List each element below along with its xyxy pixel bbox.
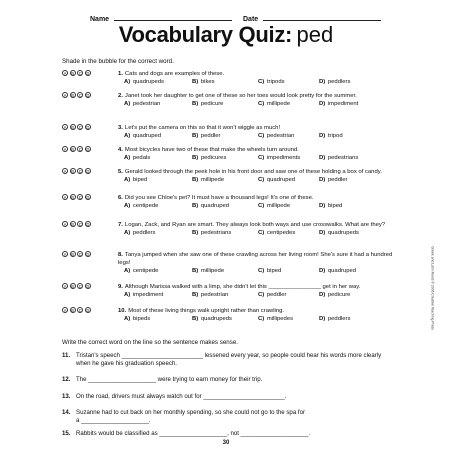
option-word: millipedes — [266, 316, 294, 322]
answer-bubbles — [62, 251, 92, 259]
bubble-d[interactable]: D — [86, 93, 90, 98]
option-word: pedicure — [200, 101, 224, 107]
write-question-14 — [62, 409, 402, 425]
option-word: pedestrian — [200, 292, 229, 298]
write-question-line — [62, 376, 402, 384]
answer-option — [124, 100, 160, 108]
answer-options — [118, 78, 393, 86]
option-letter: B) — [192, 177, 199, 183]
option-letter: C) — [258, 155, 265, 161]
option-letter: D) — [319, 230, 326, 236]
answer-option — [319, 132, 343, 140]
question-text — [118, 194, 393, 202]
option-letter: A) — [124, 79, 131, 85]
answer-option — [192, 202, 229, 210]
answer-option — [258, 100, 290, 108]
bubble-d[interactable]: D — [86, 252, 90, 257]
answer-options — [118, 229, 393, 237]
question-number: 13. — [62, 393, 71, 400]
question-text — [118, 168, 393, 176]
bubble-a[interactable]: A — [63, 169, 67, 174]
option-word: centipede — [132, 268, 159, 274]
question-number: 6. — [118, 195, 123, 201]
option-letter: B) — [192, 230, 199, 236]
option-letter: D) — [319, 79, 326, 85]
question-number: 2. — [118, 93, 123, 99]
bubble-a[interactable]: A — [63, 308, 67, 313]
option-word: millipede — [200, 268, 225, 274]
option-letter: B) — [192, 155, 199, 161]
question-body — [118, 124, 393, 140]
option-letter: C) — [258, 79, 265, 85]
option-letter: C) — [258, 230, 265, 236]
sentence-text[interactable]: Rabbits would be classified as ____________________, not ____________________. — [76, 430, 311, 437]
option-letter: A) — [124, 316, 131, 322]
option-word: biped — [327, 203, 343, 209]
question-body — [118, 283, 393, 299]
question-body — [118, 251, 393, 275]
option-word: peddler — [266, 292, 287, 298]
answer-option — [319, 229, 359, 237]
answer-bubbles — [62, 70, 92, 78]
bubble-d[interactable]: D — [86, 125, 90, 130]
question-number: 4. — [118, 147, 123, 153]
option-word: impediment — [327, 101, 359, 107]
option-letter: C) — [258, 101, 265, 107]
question-body — [118, 70, 393, 86]
question-prompt: Most bicycles have two of these that make the wheels turn around. — [124, 147, 299, 153]
answer-option — [258, 267, 281, 275]
option-letter: A) — [124, 268, 131, 274]
bubble-b[interactable]: B — [71, 252, 75, 257]
bubble-b[interactable]: B — [71, 93, 75, 98]
option-letter: B) — [192, 268, 199, 274]
bubble-b[interactable]: B — [71, 222, 75, 227]
side-credit: Greek and Latin Roots © 2006 Creative Teaching Press — [430, 246, 434, 330]
title-bold: Vocabulary Quiz: — [118, 22, 293, 47]
question-prompt: Let's put the camera on this so that it won't wiggle as much! — [124, 125, 281, 131]
answer-option — [258, 315, 293, 323]
option-letter: D) — [319, 177, 326, 183]
option-word: peddler — [200, 133, 221, 139]
option-letter: A) — [124, 177, 131, 183]
bubble-a[interactable]: A — [63, 125, 67, 130]
question-body — [118, 168, 393, 184]
write-question-line — [62, 409, 402, 417]
write-question-13 — [62, 393, 402, 401]
write-question-15 — [62, 430, 402, 438]
answer-option — [319, 267, 356, 275]
option-letter: D) — [319, 155, 326, 161]
answer-option — [319, 176, 348, 184]
bubble-c[interactable]: C — [78, 284, 82, 289]
question-text — [118, 221, 393, 229]
bubble-c[interactable]: C — [78, 195, 82, 200]
bubble-a[interactable]: A — [63, 252, 67, 257]
bubble-a[interactable]: A — [63, 195, 67, 200]
bubble-b[interactable]: B — [71, 71, 75, 76]
answer-option — [319, 154, 358, 162]
option-word: pedestrians — [327, 155, 359, 161]
answer-option — [124, 154, 150, 162]
answer-option — [258, 176, 295, 184]
question-text — [118, 283, 393, 291]
question-body — [118, 221, 393, 237]
option-letter: C) — [258, 203, 265, 209]
answer-bubbles — [62, 307, 92, 315]
option-letter: D) — [319, 203, 326, 209]
question-number: 8. — [118, 252, 123, 258]
answer-option — [319, 78, 350, 86]
answer-option — [258, 202, 290, 210]
answer-options — [118, 202, 393, 210]
answer-option — [192, 267, 224, 275]
answer-option — [192, 176, 224, 184]
question-number: 1. — [118, 71, 123, 77]
option-letter: C) — [258, 133, 265, 139]
question-prompt: Gerald looked through the peek hole in his front door and saw one of these holding a box of candy. — [124, 169, 382, 175]
question-prompt: Most of these living things walk upright rather than crawling. — [128, 308, 285, 314]
option-word: pedestrians — [200, 230, 232, 236]
bubble-c[interactable]: C — [78, 147, 82, 152]
question-text — [118, 307, 393, 315]
bubble-c[interactable]: C — [78, 93, 82, 98]
option-letter: B) — [192, 133, 199, 139]
bubble-b[interactable]: B — [71, 195, 75, 200]
option-word: bikes — [200, 79, 215, 85]
write-question-line — [62, 352, 402, 360]
option-word: biped — [266, 268, 282, 274]
question-number: 15. — [62, 430, 71, 437]
option-letter: A) — [124, 133, 131, 139]
answer-option — [192, 78, 215, 86]
question-prompt: Logan, Zack, and Ryan are smart. They always look both ways and use crosswalks. What are they? — [124, 222, 386, 228]
name-label: Name — [90, 16, 110, 23]
answer-bubbles — [62, 124, 92, 132]
answer-bubbles — [62, 194, 92, 202]
write-question-line — [62, 393, 402, 401]
bubble-b[interactable]: B — [71, 308, 75, 313]
answer-option — [192, 154, 226, 162]
write-question-line — [62, 430, 402, 438]
question-number: 3. — [118, 125, 123, 131]
write-question-11 — [62, 352, 402, 368]
option-letter: B) — [192, 79, 199, 85]
option-letter: A) — [124, 292, 131, 298]
answer-bubbles — [62, 168, 92, 176]
answer-option — [192, 100, 223, 108]
option-letter: C) — [258, 177, 265, 183]
question-body — [118, 92, 393, 108]
option-letter: D) — [319, 101, 326, 107]
bubble-a[interactable]: A — [63, 284, 67, 289]
answer-option — [124, 267, 158, 275]
option-word: bipeds — [132, 316, 151, 322]
option-word: peddlers — [327, 316, 351, 322]
option-letter: D) — [319, 268, 326, 274]
bubble-c[interactable]: C — [78, 125, 82, 130]
option-word: centipedes — [266, 230, 296, 236]
answer-option — [192, 132, 221, 140]
option-letter: C) — [258, 316, 265, 322]
option-word: pedicure — [327, 292, 351, 298]
option-letter: B) — [192, 101, 199, 107]
option-letter: A) — [124, 203, 131, 209]
option-letter: A) — [124, 155, 131, 161]
answer-options — [118, 100, 393, 108]
answer-option — [258, 154, 300, 162]
page-number: 30 — [222, 440, 230, 446]
question-text — [118, 92, 393, 100]
option-letter: B) — [192, 316, 199, 322]
option-word: tripod — [327, 133, 343, 139]
sentence-continuation[interactable]: a ____________________. — [76, 417, 151, 424]
question-number: 7. — [118, 222, 123, 228]
bubble-b[interactable]: B — [71, 147, 75, 152]
answer-option — [319, 202, 342, 210]
option-word: quadruped — [327, 268, 357, 274]
instructions-write: Write the correct word on the line so the sentence makes sense. — [62, 339, 238, 346]
answer-bubbles — [62, 146, 92, 154]
bubble-d[interactable]: D — [86, 308, 90, 313]
answer-options — [118, 267, 393, 275]
answer-option — [258, 132, 294, 140]
question-number: 11. — [62, 352, 71, 359]
question-text — [118, 70, 393, 78]
question-body — [118, 194, 393, 210]
sentence-continuation[interactable]: when he gave his graduation speech. — [76, 360, 177, 367]
answer-options — [118, 291, 393, 299]
option-letter: B) — [192, 203, 199, 209]
question-prompt: Did you see Chloe's pet? It must have a thousand legs! It's one of these. — [124, 195, 314, 201]
answer-option — [319, 100, 358, 108]
answer-bubbles — [62, 92, 92, 100]
answer-options — [118, 315, 393, 323]
option-word: quadruped — [266, 177, 296, 183]
answer-options — [118, 132, 393, 140]
instructions-multiple-choice: Shade in the bubble for the correct word. — [62, 58, 174, 65]
bubble-c[interactable]: C — [78, 308, 82, 313]
bubble-b[interactable]: B — [71, 284, 75, 289]
bubble-d[interactable]: D — [86, 169, 90, 174]
question-number: 14. — [62, 409, 71, 416]
option-letter: D) — [319, 133, 326, 139]
title-root: ped — [296, 22, 334, 47]
bubble-d[interactable]: D — [86, 195, 90, 200]
bubble-c[interactable]: C — [78, 71, 82, 76]
question-number: 9. — [118, 284, 123, 290]
question-text — [118, 146, 393, 154]
option-letter: B) — [192, 292, 199, 298]
option-letter: C) — [258, 268, 265, 274]
bubble-b[interactable]: B — [71, 169, 75, 174]
bubble-d[interactable]: D — [86, 71, 90, 76]
option-word: quadrupeds — [327, 230, 359, 236]
answer-option — [124, 202, 158, 210]
bubble-c[interactable]: C — [78, 222, 82, 227]
option-word: quadruped — [200, 203, 230, 209]
answer-option — [124, 315, 150, 323]
option-letter: A) — [124, 101, 131, 107]
option-word: pedicures — [200, 155, 227, 161]
option-word: quadrupeds — [132, 79, 164, 85]
option-word: peddlers — [327, 79, 351, 85]
sentence-text[interactable]: Tristan's speech ________________________ lessened every year, so people could hear his words more clearly — [76, 352, 382, 359]
answer-option — [192, 291, 228, 299]
sentence-text[interactable]: The ____________________ were trying to earn money for their trip. — [76, 376, 263, 383]
bubble-a[interactable]: A — [63, 147, 67, 152]
answer-option — [319, 291, 350, 299]
answer-option — [192, 229, 231, 237]
question-number: 5. — [118, 169, 123, 175]
answer-options — [118, 176, 393, 184]
answer-option — [192, 315, 232, 323]
page-title — [0, 22, 452, 48]
option-word: pedestrian — [266, 133, 295, 139]
question-number: 12. — [62, 376, 71, 383]
name-line[interactable] — [114, 14, 232, 21]
answer-option — [124, 132, 161, 140]
answer-option — [124, 229, 155, 237]
bubble-a[interactable]: A — [63, 71, 67, 76]
option-word: tripods — [266, 79, 285, 85]
question-number: 10. — [118, 308, 127, 314]
bubble-d[interactable]: D — [86, 284, 90, 289]
question-text — [118, 251, 393, 267]
bubble-c[interactable]: C — [78, 169, 82, 174]
option-word: millipede — [266, 203, 291, 209]
question-body — [118, 146, 393, 162]
answer-bubbles — [62, 283, 92, 291]
question-prompt: Although Marissa walked with a limp, she didn't let this ________________ get in her way. — [124, 284, 361, 290]
option-letter: C) — [258, 292, 265, 298]
date-label: Date — [243, 16, 259, 23]
answer-option — [258, 291, 287, 299]
question-text — [118, 124, 393, 132]
question-prompt: Cats and dogs are examples of these. — [124, 71, 225, 77]
bubble-d[interactable]: D — [86, 147, 90, 152]
option-word: centipede — [132, 203, 159, 209]
question-prompt: Tanya jumped when she saw one of these crawling across her living room! She's sure it had a hundred legs! — [118, 252, 393, 266]
bubble-a[interactable]: A — [63, 222, 67, 227]
option-letter: D) — [319, 316, 326, 322]
answer-option — [124, 78, 164, 86]
question-body — [118, 307, 393, 323]
option-word: quadrupeds — [200, 316, 232, 322]
option-word: millipede — [200, 177, 225, 183]
answer-option — [258, 229, 295, 237]
bubble-d[interactable]: D — [86, 222, 90, 227]
sentence-text[interactable]: Suzanne had to cut back on her monthly spending, so she could not go to the spa for — [76, 409, 306, 416]
option-word: peddler — [327, 177, 348, 183]
answer-option — [124, 176, 147, 184]
date-line[interactable] — [263, 14, 381, 21]
option-letter: D) — [319, 292, 326, 298]
option-word: impediment — [132, 292, 164, 298]
write-question-12 — [62, 376, 402, 384]
option-word: impediments — [266, 155, 301, 161]
option-word: biped — [132, 177, 148, 183]
answer-option — [319, 315, 350, 323]
bubble-a[interactable]: A — [63, 93, 67, 98]
option-letter: A) — [124, 230, 131, 236]
answer-bubbles — [62, 221, 92, 229]
bubble-b[interactable]: B — [71, 125, 75, 130]
answer-option — [258, 78, 285, 86]
option-word: quadruped — [132, 133, 162, 139]
sentence-text[interactable]: On the road, drivers must always watch out for ________________________. — [76, 393, 287, 400]
option-word: pedals — [132, 155, 151, 161]
option-word: pedestrian — [132, 101, 161, 107]
option-word: millipede — [266, 101, 291, 107]
question-prompt: Janet took her daughter to get one of these so her toes would look pretty for the summer. — [124, 93, 357, 99]
option-word: peddlers — [132, 230, 156, 236]
answer-option — [124, 291, 163, 299]
bubble-c[interactable]: C — [78, 252, 82, 257]
answer-options — [118, 154, 393, 162]
